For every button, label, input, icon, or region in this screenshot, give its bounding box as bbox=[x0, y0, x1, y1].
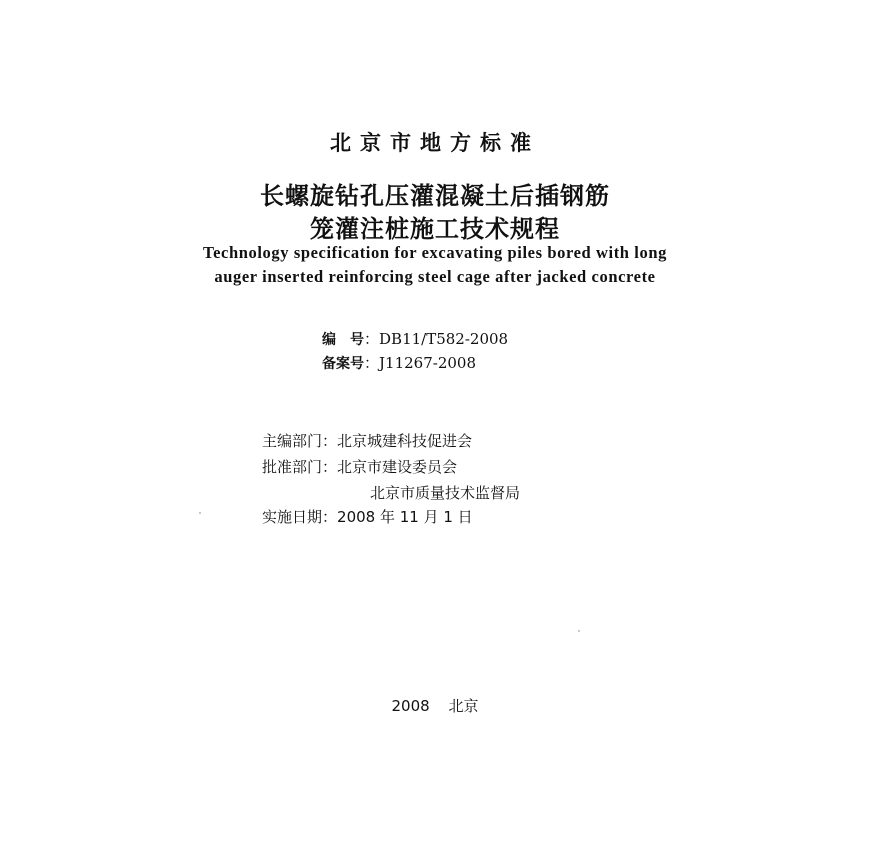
editor-department bbox=[262, 430, 472, 451]
approver-value-1: 北京市建设委员会 bbox=[337, 458, 458, 476]
record-number bbox=[322, 352, 476, 373]
effective-label: 实施日期 bbox=[262, 508, 323, 526]
standard-number-value: DB11/T582-2008 bbox=[379, 330, 509, 348]
separator: ： bbox=[322, 508, 338, 526]
effective-date bbox=[262, 506, 473, 527]
editor-label: 主编部门 bbox=[262, 432, 323, 450]
record-number-label: 备案号 bbox=[322, 356, 364, 372]
chinese-title-line-1: 长螺旋钻孔压灌混凝土后插钢筋 bbox=[260, 182, 610, 210]
approver-department bbox=[262, 456, 457, 477]
editor-value: 北京城建科技促进会 bbox=[337, 432, 473, 450]
english-title-line-2: auger inserted reinforcing steel cage after jacked concrete bbox=[214, 267, 656, 286]
standard-number bbox=[322, 328, 508, 349]
approver-label: 批准部门 bbox=[262, 458, 323, 476]
effective-value: 2008 年 11 月 1 日 bbox=[337, 508, 473, 526]
record-number-value: J11267-2008 bbox=[379, 354, 476, 372]
approver-department-2 bbox=[370, 482, 520, 503]
english-title-line-1: Technology specification for excavating piles bored with long bbox=[203, 243, 667, 262]
imprint-footer bbox=[0, 695, 870, 716]
separator: ： bbox=[364, 330, 380, 348]
standard-number-label: 编 号 bbox=[322, 332, 364, 348]
scan-speck bbox=[578, 630, 580, 632]
series-heading: 北京市地方标准 bbox=[330, 131, 540, 155]
separator: ： bbox=[322, 458, 338, 476]
scan-speck bbox=[199, 512, 201, 514]
footer-year: 2008 bbox=[391, 697, 430, 715]
separator: ： bbox=[364, 354, 380, 372]
footer-place: 北京 bbox=[448, 697, 479, 715]
chinese-title-line-2: 笼灌注桩施工技术规程 bbox=[310, 215, 560, 243]
approver-value-2: 北京市质量技术监督局 bbox=[370, 484, 521, 502]
separator: ： bbox=[322, 432, 338, 450]
